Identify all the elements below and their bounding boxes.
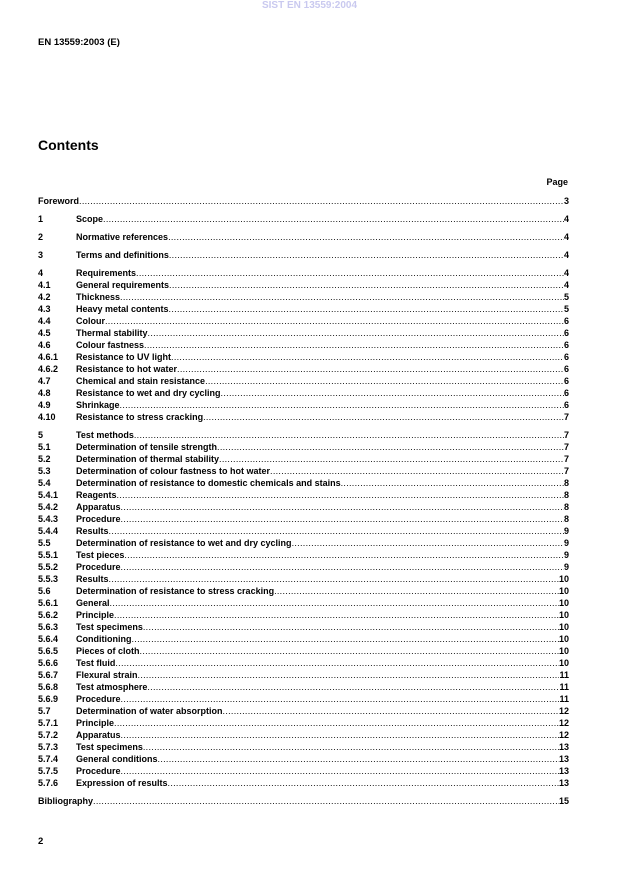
toc-entry-title: Procedure xyxy=(76,694,121,704)
dot-leader xyxy=(217,441,564,453)
toc-entry[interactable] xyxy=(38,765,569,777)
dot-leader xyxy=(341,477,564,489)
dot-leader xyxy=(169,279,564,291)
toc-entry[interactable] xyxy=(38,411,569,423)
toc-entry-number: 5.7.1 xyxy=(38,718,59,728)
toc-entry-title: Foreword xyxy=(38,196,80,206)
toc-entry-title: Shrinkage xyxy=(76,400,120,410)
toc-entry-title: Scope xyxy=(76,214,104,224)
toc-entry-title: Resistance to hot water xyxy=(76,364,178,374)
toc-entry-page: 12 xyxy=(558,730,569,740)
toc-entry-title: Flexural strain xyxy=(76,670,138,680)
toc-entry-number: 5.6.7 xyxy=(38,670,59,680)
toc-entry-number: 4 xyxy=(38,268,44,278)
toc-entry-page: 6 xyxy=(563,364,569,374)
toc-entry-title: Determination of resistance to wet and dry cycling xyxy=(76,538,292,548)
toc-entry-page: 9 xyxy=(563,550,569,560)
toc-entry-title: Chemical and stain resistance xyxy=(76,376,206,386)
toc-entry-number: 5.6.6 xyxy=(38,658,59,668)
toc-entry-title: Test methods xyxy=(76,430,134,440)
toc-entry-number: 4.1 xyxy=(38,280,51,290)
toc-entry-number: 4.6 xyxy=(38,340,51,350)
toc-entry-page: 6 xyxy=(563,340,569,350)
toc-entry-title: Resistance to wet and dry cycling xyxy=(76,388,221,398)
toc-entry-number: 5.2 xyxy=(38,454,51,464)
toc-entry[interactable] xyxy=(38,195,569,207)
toc-entry-page: 11 xyxy=(559,682,569,692)
toc-entry-number: 5.6.1 xyxy=(38,598,59,608)
toc-entry-number: 4.9 xyxy=(38,400,51,410)
toc-entry[interactable] xyxy=(38,693,569,705)
toc-entry-page: 8 xyxy=(563,490,569,500)
toc-entry-page: 13 xyxy=(558,766,569,776)
toc-entry-page: 6 xyxy=(563,388,569,398)
page-column-header: Page xyxy=(546,177,568,187)
dot-leader xyxy=(131,633,559,645)
toc-entry-title: Conditioning xyxy=(76,634,132,644)
toc-entry-number: 4.4 xyxy=(38,316,51,326)
page-number: 2 xyxy=(38,836,44,847)
toc-entry-page: 10 xyxy=(558,586,569,596)
dot-leader xyxy=(143,621,559,633)
dot-leader xyxy=(143,741,559,753)
toc-entry-title: Determination of resistance to domestic chemicals and stains xyxy=(76,478,341,488)
dot-leader xyxy=(140,645,559,657)
toc-entry-title: Resistance to stress cracking xyxy=(76,412,204,422)
toc-entry[interactable] xyxy=(38,315,569,327)
toc-entry-title: Results xyxy=(76,526,109,536)
dot-leader xyxy=(168,231,564,243)
toc-entry-number: 4.10 xyxy=(38,412,56,422)
toc-entry-number: 4.5 xyxy=(38,328,51,338)
dot-leader xyxy=(93,795,559,807)
dot-leader xyxy=(121,501,564,513)
toc-entry-number: 1 xyxy=(38,214,44,224)
dot-leader xyxy=(219,453,564,465)
toc-entry-number: 5.5.2 xyxy=(38,562,59,572)
toc-entry-number: 4.7 xyxy=(38,376,51,386)
toc-entry-number: 5.6.8 xyxy=(38,682,59,692)
toc-entry-page: 10 xyxy=(558,622,569,632)
toc-entry-page: 9 xyxy=(563,538,569,548)
dot-leader xyxy=(205,375,564,387)
toc-entry[interactable] xyxy=(38,717,569,729)
toc-entry-title: Terms and definitions xyxy=(76,250,169,260)
toc-entry[interactable] xyxy=(38,669,569,681)
toc-entry-title: Normative references xyxy=(76,232,169,242)
toc-entry-title: Apparatus xyxy=(76,730,121,740)
toc-entry[interactable] xyxy=(38,561,569,573)
toc-entry[interactable] xyxy=(38,753,569,765)
toc-entry-page: 8 xyxy=(563,502,569,512)
dot-leader xyxy=(79,195,564,207)
toc-entry[interactable] xyxy=(38,645,569,657)
toc-entry-title: Procedure xyxy=(76,766,121,776)
dot-leader xyxy=(114,717,559,729)
toc-entry[interactable] xyxy=(38,465,569,477)
toc-entry[interactable] xyxy=(38,741,569,753)
toc-entry[interactable] xyxy=(38,525,569,537)
dot-leader xyxy=(158,753,559,765)
toc-entry-page: 6 xyxy=(563,400,569,410)
toc-entry-number: 5.6 xyxy=(38,586,51,596)
toc-entry-page: 10 xyxy=(558,574,569,584)
toc-entry-page: 5 xyxy=(563,304,569,314)
toc-entry-page: 7 xyxy=(563,430,569,440)
toc-entry-title: Determination of tensile strength xyxy=(76,442,218,452)
dot-leader xyxy=(117,489,564,501)
dot-leader xyxy=(124,549,564,561)
toc-entry[interactable] xyxy=(38,501,569,513)
toc-entry-title: Procedure xyxy=(76,514,121,524)
toc-entry[interactable] xyxy=(38,291,569,303)
toc-entry[interactable] xyxy=(38,213,569,225)
toc-entry-page: 10 xyxy=(558,598,569,608)
dot-leader xyxy=(270,465,564,477)
toc-entry-number: 5.7.3 xyxy=(38,742,59,752)
toc-entry-number: 5.5.1 xyxy=(38,550,59,560)
toc-entry-number: 5.4.4 xyxy=(38,526,59,536)
toc-entry-number: 5.4.3 xyxy=(38,514,59,524)
toc-entry[interactable] xyxy=(38,279,569,291)
toc-entry[interactable] xyxy=(38,231,569,243)
toc-entry-page: 4 xyxy=(563,214,569,224)
dot-leader xyxy=(177,363,564,375)
toc-entry-page: 13 xyxy=(558,754,569,764)
dot-leader xyxy=(169,303,564,315)
page-title: Contents xyxy=(38,137,99,153)
dot-leader xyxy=(168,777,559,789)
toc-entry-number: 5.6.3 xyxy=(38,622,59,632)
toc-entry-title: Reagents xyxy=(76,490,117,500)
toc-entry[interactable] xyxy=(38,585,569,597)
table-of-contents xyxy=(38,195,569,807)
toc-entry[interactable] xyxy=(38,705,569,717)
toc-entry-page: 4 xyxy=(563,280,569,290)
toc-entry-number: 5.4.2 xyxy=(38,502,59,512)
toc-entry-title: Determination of colour fastness to hot water xyxy=(76,466,271,476)
toc-entry-number: 4.6.1 xyxy=(38,352,59,362)
toc-entry[interactable] xyxy=(38,549,569,561)
toc-entry-page: 9 xyxy=(563,526,569,536)
toc-entry-title: Principle xyxy=(76,718,115,728)
toc-entry-page: 6 xyxy=(563,316,569,326)
toc-entry[interactable] xyxy=(38,327,569,339)
toc-entry-title: Test atmosphere xyxy=(76,682,148,692)
toc-entry-number: 5.5.3 xyxy=(38,574,59,584)
toc-entry-title: Bibliography xyxy=(38,796,94,806)
toc-entry-title: Procedure xyxy=(76,562,121,572)
toc-entry-number: 5.4 xyxy=(38,478,51,488)
toc-entry-title: General conditions xyxy=(76,754,158,764)
toc-entry-number: 4.2 xyxy=(38,292,51,302)
toc-entry-title: Test pieces xyxy=(76,550,125,560)
toc-entry-number: 3 xyxy=(38,250,44,260)
dot-leader xyxy=(121,765,559,777)
toc-entry-page: 6 xyxy=(563,376,569,386)
toc-entry-title: General xyxy=(76,598,110,608)
toc-entry-page: 15 xyxy=(558,796,569,806)
toc-entry-number: 5.5 xyxy=(38,538,51,548)
dot-leader xyxy=(138,669,560,681)
dot-leader xyxy=(223,705,559,717)
toc-entry[interactable] xyxy=(38,597,569,609)
dot-leader xyxy=(121,729,559,741)
toc-entry-number: 2 xyxy=(38,232,44,242)
toc-entry-number: 5 xyxy=(38,430,44,440)
toc-entry[interactable] xyxy=(38,351,569,363)
toc-entry-title: Determination of water absorption xyxy=(76,706,223,716)
toc-entry-number: 5.6.5 xyxy=(38,646,59,656)
dot-leader xyxy=(274,585,559,597)
toc-entry-page: 12 xyxy=(558,706,569,716)
toc-entry[interactable] xyxy=(38,681,569,693)
toc-entry-page: 10 xyxy=(558,658,569,668)
toc-entry-title: Principle xyxy=(76,610,115,620)
dot-leader xyxy=(115,657,559,669)
toc-entry-page: 13 xyxy=(558,778,569,788)
dot-leader xyxy=(134,429,564,441)
dot-leader xyxy=(221,387,564,399)
toc-entry-page: 11 xyxy=(559,694,569,704)
toc-entry[interactable] xyxy=(38,513,569,525)
dot-leader xyxy=(109,573,559,585)
toc-entry[interactable] xyxy=(38,363,569,375)
toc-entry-page: 12 xyxy=(558,718,569,728)
toc-entry-title: Colour xyxy=(76,316,105,326)
toc-entry[interactable] xyxy=(38,729,569,741)
toc-entry-page: 6 xyxy=(563,328,569,338)
toc-entry-title: Requirements xyxy=(76,268,137,278)
toc-entry-title: Test fluid xyxy=(76,658,116,668)
toc-entry[interactable] xyxy=(38,339,569,351)
toc-entry-number: 4.6.2 xyxy=(38,364,59,374)
dot-leader xyxy=(120,399,564,411)
dot-leader xyxy=(114,609,559,621)
toc-entry-number: 4.8 xyxy=(38,388,51,398)
toc-entry-number: 5.1 xyxy=(38,442,51,452)
toc-entry[interactable] xyxy=(38,249,569,261)
toc-entry-page: 4 xyxy=(563,232,569,242)
toc-entry[interactable] xyxy=(38,657,569,669)
toc-entry[interactable] xyxy=(38,777,569,789)
toc-entry-number: 5.4.1 xyxy=(38,490,59,500)
toc-entry-page: 7 xyxy=(563,442,569,452)
toc-entry[interactable] xyxy=(38,633,569,645)
toc-entry[interactable] xyxy=(38,453,569,465)
toc-entry-title: Resistance to UV light xyxy=(76,352,172,362)
toc-entry[interactable] xyxy=(38,441,569,453)
toc-entry-title: Determination of thermal stability xyxy=(76,454,220,464)
toc-entry-number: 5.7.4 xyxy=(38,754,59,764)
toc-entry-number: 5.7 xyxy=(38,706,51,716)
toc-entry[interactable] xyxy=(38,375,569,387)
document-id: EN 13559:2003 (E) xyxy=(38,37,120,48)
dot-leader xyxy=(144,339,564,351)
toc-entry-number: 5.7.6 xyxy=(38,778,59,788)
dot-leader xyxy=(103,213,564,225)
toc-entry[interactable] xyxy=(38,795,569,807)
dot-leader xyxy=(121,561,564,573)
watermark: SIST EN 13559:2004 xyxy=(261,0,358,11)
toc-entry-number: 5.3 xyxy=(38,466,51,476)
toc-entry-page: 9 xyxy=(563,562,569,572)
toc-entry-page: 8 xyxy=(563,478,569,488)
toc-entry-number: 5.6.2 xyxy=(38,610,59,620)
toc-entry-number: 5.6.9 xyxy=(38,694,59,704)
toc-entry-page: 8 xyxy=(563,514,569,524)
toc-entry-page: 10 xyxy=(558,610,569,620)
toc-entry-page: 5 xyxy=(563,292,569,302)
dot-leader xyxy=(292,537,564,549)
toc-entry-page: 4 xyxy=(563,250,569,260)
toc-entry-page: 10 xyxy=(558,646,569,656)
toc-entry-number: 5.7.5 xyxy=(38,766,59,776)
toc-entry[interactable] xyxy=(38,621,569,633)
toc-entry-title: Expression of results xyxy=(76,778,168,788)
dot-leader xyxy=(105,315,564,327)
toc-entry[interactable] xyxy=(38,303,569,315)
toc-entry-page: 10 xyxy=(558,634,569,644)
toc-entry[interactable] xyxy=(38,429,569,441)
toc-entry-page: 11 xyxy=(559,670,569,680)
toc-entry[interactable] xyxy=(38,387,569,399)
dot-leader xyxy=(109,525,564,537)
toc-entry-title: Test specimens xyxy=(76,622,143,632)
toc-entry-title: Apparatus xyxy=(76,502,121,512)
toc-entry-title: Thickness xyxy=(76,292,121,302)
dot-leader xyxy=(120,291,564,303)
toc-entry-title: Results xyxy=(76,574,109,584)
toc-entry-number: 5.6.4 xyxy=(38,634,59,644)
toc-entry-title: Determination of resistance to stress cracking xyxy=(76,586,275,596)
dot-leader xyxy=(148,327,564,339)
toc-entry-page: 13 xyxy=(558,742,569,752)
dot-leader xyxy=(203,411,564,423)
dot-leader xyxy=(171,351,564,363)
dot-leader xyxy=(121,513,564,525)
toc-entry-title: Heavy metal contents xyxy=(76,304,169,314)
toc-entry-title: Thermal stability xyxy=(76,328,148,338)
toc-entry-page: 7 xyxy=(563,466,569,476)
toc-entry[interactable] xyxy=(38,489,569,501)
dot-leader xyxy=(110,597,559,609)
toc-entry-page: 7 xyxy=(563,454,569,464)
toc-entry-number: 4.3 xyxy=(38,304,51,314)
toc-entry-title: General requirements xyxy=(76,280,170,290)
toc-entry[interactable] xyxy=(38,537,569,549)
toc-entry-page: 3 xyxy=(563,196,569,206)
toc-entry-page: 6 xyxy=(563,352,569,362)
toc-entry-title: Colour fastness xyxy=(76,340,145,350)
dot-leader xyxy=(169,249,564,261)
toc-entry[interactable] xyxy=(38,267,569,279)
toc-entry-title: Pieces of cloth xyxy=(76,646,140,656)
toc-entry-number: 5.7.2 xyxy=(38,730,59,740)
toc-entry-title: Test specimens xyxy=(76,742,143,752)
dot-leader xyxy=(121,693,560,705)
toc-entry[interactable] xyxy=(38,573,569,585)
toc-entry-page: 4 xyxy=(563,268,569,278)
toc-entry-page: 7 xyxy=(563,412,569,422)
dot-leader xyxy=(136,267,564,279)
toc-entry[interactable] xyxy=(38,399,569,411)
toc-entry[interactable] xyxy=(38,609,569,621)
toc-entry[interactable] xyxy=(38,477,569,489)
dot-leader xyxy=(147,681,559,693)
